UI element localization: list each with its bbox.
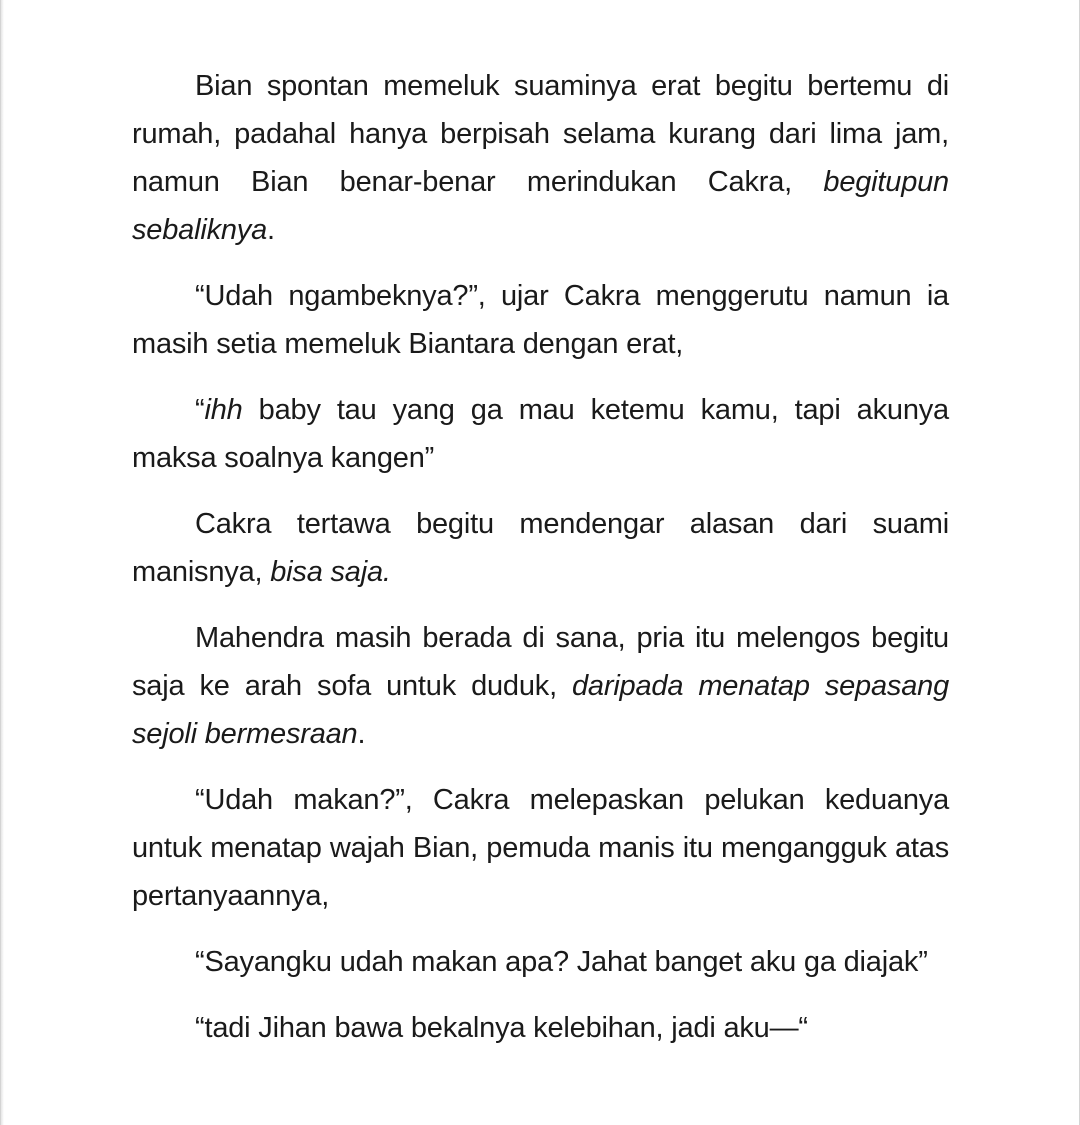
text-run: . bbox=[357, 718, 366, 750]
text-run: Cakra tertawa begitu mendengar alasan dari suami manisnya, bbox=[132, 508, 949, 588]
paragraph bbox=[132, 776, 949, 920]
text-run: “Udah ngambeknya?”, ujar Cakra menggerutu namun ia masih setia memeluk Biantara dengan erat, bbox=[132, 280, 949, 360]
paragraph bbox=[132, 500, 949, 596]
text-run: Bian spontan memeluk suaminya erat begitu bertemu di rumah, padahal hanya berpisah selama kurang dari lima jam, namun Bian benar-benar merindukan Cakra, bbox=[132, 70, 949, 198]
italic-text-run: begitupun sebaliknya bbox=[132, 166, 949, 246]
document-body bbox=[132, 62, 949, 1070]
text-run: “Sayangku udah makan apa? Jahat banget aku ga diajak” bbox=[195, 946, 928, 978]
text-run: “ bbox=[195, 394, 205, 426]
paragraph bbox=[132, 272, 949, 368]
text-run: Mahendra masih berada di sana, pria itu melengos begitu saja ke arah sofa untuk duduk, bbox=[132, 622, 949, 702]
text-run: “tadi Jihan bawa bekalnya kelebihan, jadi aku—“ bbox=[195, 1012, 808, 1044]
paragraph bbox=[132, 62, 949, 254]
text-run: “Udah makan?”, Cakra melepaskan pelukan keduanya untuk menatap wajah Bian, pemuda manis itu mengangguk atas pertanyaannya, bbox=[132, 784, 949, 912]
paragraph bbox=[132, 386, 949, 482]
text-run: baby tau yang ga mau ketemu kamu, tapi akunya maksa soalnya kangen” bbox=[132, 394, 949, 474]
paragraph bbox=[132, 1004, 949, 1052]
italic-text-run: daripada menatap sepasang sejoli bermesraan bbox=[132, 670, 949, 750]
text-run: . bbox=[267, 214, 275, 246]
paragraph bbox=[132, 614, 949, 758]
paragraph bbox=[132, 938, 949, 986]
italic-text-run: ihh bbox=[204, 394, 243, 426]
italic-text-run: bisa saja. bbox=[270, 556, 391, 588]
